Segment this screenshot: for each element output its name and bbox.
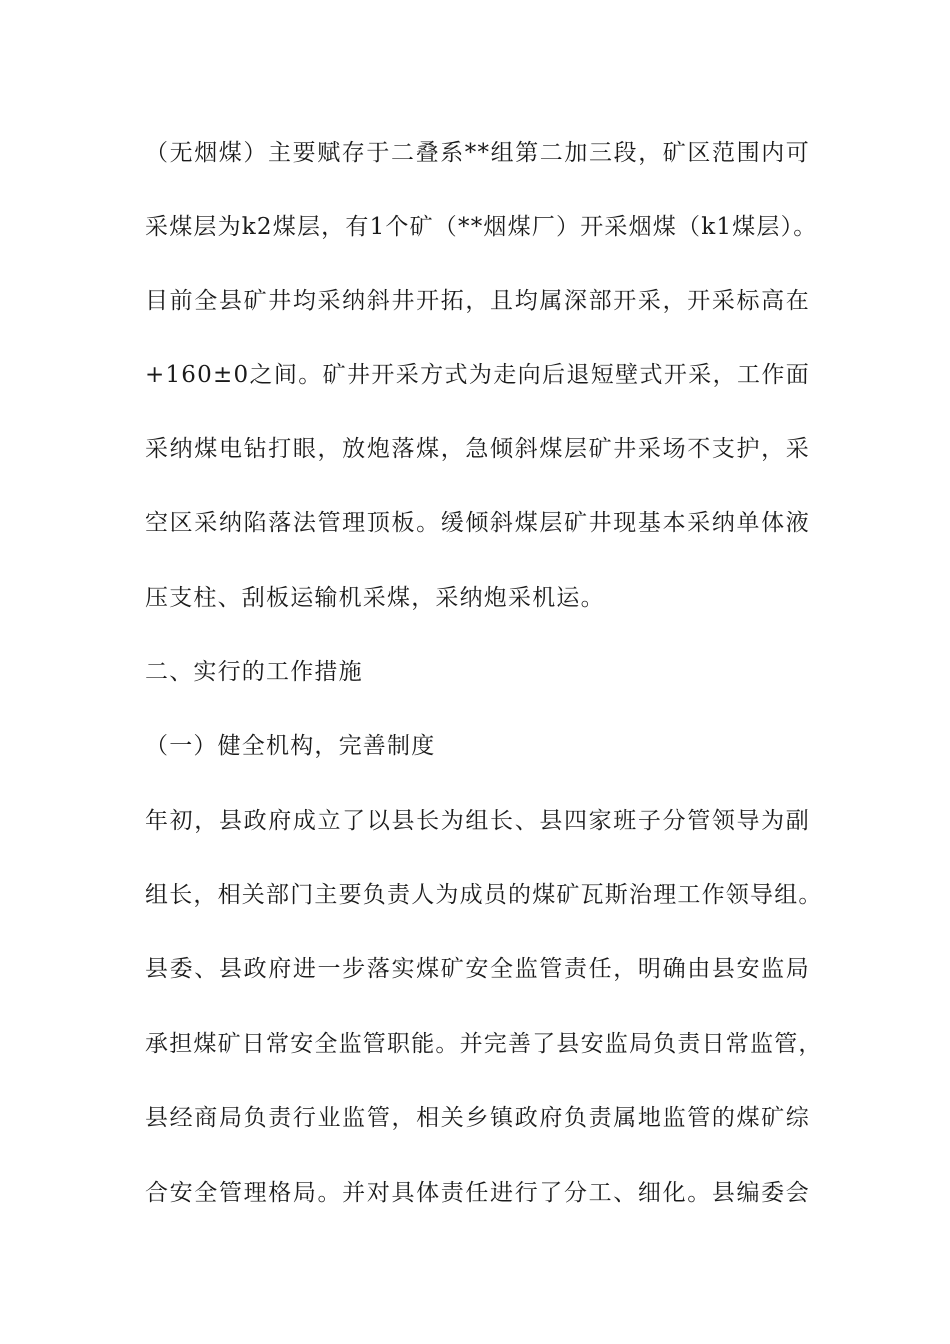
paragraph-line-1: （无烟煤）主要赋存于二叠系**组第二加三段，矿区范围内可 [145, 140, 810, 166]
subsection-heading: （一）健全机构，完善制度 [145, 733, 436, 759]
paragraph-line-4: +160±0之间。矿井开采方式为走向后退短壁式开采，工作面 [145, 362, 810, 388]
paragraph-line-8: 年初，县政府成立了以县长为组长、县四家班子分管领导为副 [145, 808, 810, 834]
paragraph-line-3: 目前全县矿井均采纳斜井开拓，且均属深部开采，开采标高在 [145, 288, 810, 314]
paragraph-line-6: 空区采纳陷落法管理顶板。缓倾斜煤层矿井现基本采纳单体液 [145, 510, 810, 536]
paragraph-line-11: 承担煤矿日常安全监管职能。并完善了县安监局负责日常监管， [145, 1031, 823, 1057]
paragraph-line-2: 采煤层为k2煤层，有1个矿（**烟煤厂）开采烟煤（k1煤层）。 [145, 214, 818, 240]
paragraph-line-12: 县经商局负责行业监管，相关乡镇政府负责属地监管的煤矿综 [145, 1105, 810, 1131]
section-heading: 二、实行的工作措施 [145, 659, 363, 685]
paragraph-line-10: 县委、县政府进一步落实煤矿安全监管责任，明确由县安监局 [145, 956, 810, 982]
paragraph-line-13: 合安全管理格局。并对具体责任进行了分工、细化。县编委会 [145, 1180, 810, 1206]
paragraph-line-9: 组长，相关部门主要负责人为成员的煤矿瓦斯治理工作领导组。 [145, 882, 823, 908]
paragraph-line-5: 采纳煤电钻打眼，放炮落煤，急倾斜煤层矿井采场不支护，采 [145, 436, 810, 462]
paragraph-line-7: 压支柱、刮板运输机采煤，采纳炮采机运。 [145, 585, 605, 611]
